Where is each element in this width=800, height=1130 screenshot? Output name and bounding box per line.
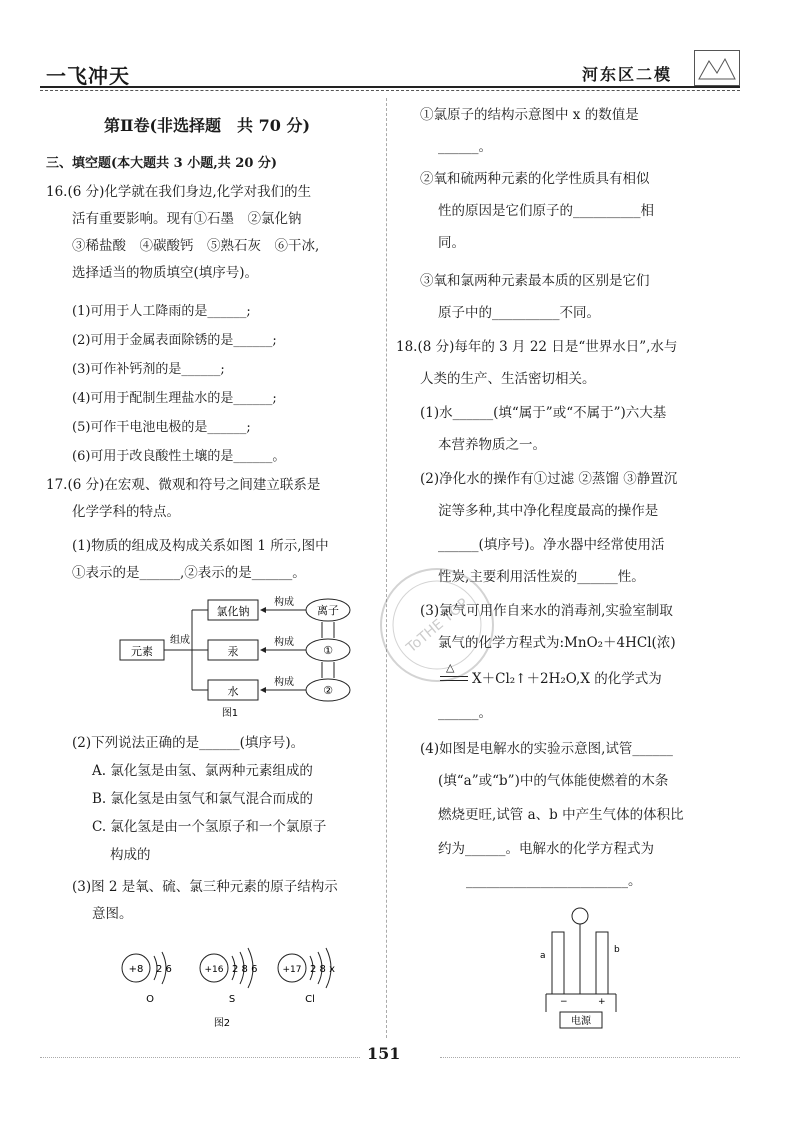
fig1-element-label: 元素 [131,645,153,658]
atom-s-symbol: S [228,994,236,1005]
fig1-c2: ② [323,684,333,697]
fig1-hg: 汞 [227,645,239,658]
fig1-build-3: 构成 [274,677,294,688]
atom-sulfur [200,948,257,1005]
q17-opt-b: B. 氯化氢是由氢气和氯气混合而成的 [92,791,314,807]
footer-rule-left [40,1057,360,1058]
section-subtitle: 三、填空题(本大题共 3 小题,共 20 分) [46,156,278,171]
q18-p2-line-3: ______(填序号)。净水器中经常使用活 [438,537,665,553]
q16-stem-2: 活有重要影响。现有①石墨 ②氯化钠 [72,211,302,227]
corner-logo [694,50,740,86]
fig3-minus: − [560,997,568,1007]
brand-logo: 一飞冲天 [46,64,130,88]
q18-stem-2: 人类的生产、生活密切相关。 [420,371,596,387]
q17-stem-2: 化学学科的特点。 [72,504,180,520]
q18-p2-line-4: 性炭,主要利用活性炭的______性。 [438,569,645,585]
q17-opt-c-2: 构成的 [110,847,151,863]
figure-electrolysis [536,904,636,1034]
fig1-nacl: 氯化钠 [216,605,250,618]
footer-rule-right [440,1057,740,1058]
fig1-build-2: 构成 [274,637,294,648]
figure-2 [110,940,370,1040]
atom-chlorine [278,948,335,1005]
fig1-build-1: 构成 [274,597,294,608]
fig1-compose-label: 组成 [170,635,190,646]
atom-o-nucleus: +8 [128,964,144,975]
r2-line-3: 同。 [438,235,465,251]
r3-line-1: ③氧和氯两种元素最本质的区别是它们 [420,273,650,289]
q16-item-2: (2)可用于金属表面除锈的是______; [72,333,277,348]
page-number: 151 [367,1044,401,1063]
q18-p1-line-1: (1)水______(填“属于”或“不属于”)六大基 [420,405,667,421]
q17-p3-line-2: 意图。 [92,906,133,922]
tube-a [552,932,564,994]
q16-item-4: (4)可用于配制生理盐水的是______; [72,391,277,406]
atom-s-nucleus: +16 [204,965,224,975]
q17-opt-c-1: C. 氯化氢是由一个氢原子和一个氯原子 [92,819,327,835]
q18-p4-line-4: 约为______。电解水的化学方程式为 [438,841,654,857]
q18-p2-line-2: 淀等多种,其中净化程度最高的操作是 [438,503,659,519]
q18-p3-line-4: ______。 [438,705,492,721]
exam-title: 河东区二模 [582,65,673,84]
q18-p3-line-1: (3)氯气可用作自来水的消毒剂,实验室制取 [420,603,673,619]
atom-o-symbol: O [146,994,154,1005]
section-title: 第Ⅱ卷(非选择题 共 70 分) [104,116,311,135]
atom-o-shells: 2 6 [156,964,172,975]
q16-item-5: (5)可作干电池电极的是______; [72,420,251,435]
fig2-caption: 图2 [213,1018,231,1029]
watermark-stamp [372,560,502,690]
tube-b [596,932,608,994]
q17-opt-a: A. 氯化氢是由氢、氯两种元素组成的 [92,763,313,779]
watermark-text: ToTHE TOP [403,595,472,657]
figure-1 [110,592,370,722]
fig1-water: 水 [227,685,239,698]
q17-p1-line-1: (1)物质的组成及构成关系如图 1 所示,图中 [72,538,329,554]
heat-delta-symbol: △ [446,661,455,674]
q16-stem-1: 16.(6 分)化学就在我们身边,化学对我们的生 [46,184,312,200]
corner-logo-icon [695,51,739,85]
q16-stem-4: 选择适当的物质填空(填序号)。 [72,265,259,281]
r3-line-2: 原子中的__________不同。 [438,305,600,321]
q18-stem-1: 18.(8 分)每年的 3 月 22 日是“世界水日”,水与 [396,339,678,355]
q18-p2-line-1: (2)净化水的操作有①过滤 ②蒸馏 ③静置沉 [420,471,678,487]
header-rule-dashed [40,90,740,91]
q16-stem-3: ③稀盐酸 ④碳酸钙 ⑤熟石灰 ⑥干冰, [72,238,320,254]
fig3-power: 电源 [571,1016,591,1027]
q17-p3-line-1: (3)图 2 是氧、硫、氯三种元素的原子结构示 [72,879,338,895]
r2-line-1: ②氧和硫两种元素的化学性质具有相似 [420,171,650,187]
q17-p1-line-2: ①表示的是______,②表示的是______。 [72,565,306,581]
q16-item-3: (3)可作补钙剂的是______; [72,362,225,377]
atom-s-shells: 2 8 6 [232,964,258,975]
q18-p4-line-1: (4)如图是电解水的实验示意图,试管______ [420,741,673,757]
r2-line-2: 性的原因是它们原子的__________相 [438,203,654,219]
fig3-label-a: a [540,951,546,961]
q18-p4-line-3: 燃烧更旺,试管 a、b 中产生气体的体积比 [438,807,684,823]
fig3-plus: + [598,997,606,1007]
fig1-c1: ① [323,644,333,657]
fig1-ion: 离子 [317,604,339,617]
atom-cl-shells: 2 8 x [310,964,335,975]
q16-item-6: (6)可用于改良酸性土壤的是______。 [72,449,286,464]
fig1-caption: 图1 [221,708,239,719]
q18-p4-line-2: (填“a”或“b”)中的气体能使燃着的木条 [438,773,669,789]
atom-cl-nucleus: +17 [282,965,302,975]
q18-p1-line-2: 本营养物质之一。 [438,437,546,453]
funnel-bulb [572,908,588,924]
q18-p3-line-3: X＋Cl₂↑＋2H₂O,X 的化学式为 [472,671,662,687]
q18-p3-line-2: 氯气的化学方程式为:MnO₂＋4HCl(浓) [438,635,676,651]
q17-p2-line-1: (2)下列说法正确的是______(填序号)。 [72,735,305,751]
q17-stem-1: 17.(6 分)在宏观、微观和符号之间建立联系是 [46,477,321,493]
q16-item-1: (1)可用于人工降雨的是______; [72,304,251,319]
q18-p4-line-5: ________________________。 [466,873,642,889]
fig3-label-b: b [614,945,620,955]
r1-blank: ______。 [438,139,492,155]
atom-oxygen [122,952,172,1005]
r1-line: ①氯原子的结构示意图中 x 的数值是 [420,107,639,123]
atom-cl-symbol: Cl [305,994,315,1005]
header-rule [40,86,740,88]
